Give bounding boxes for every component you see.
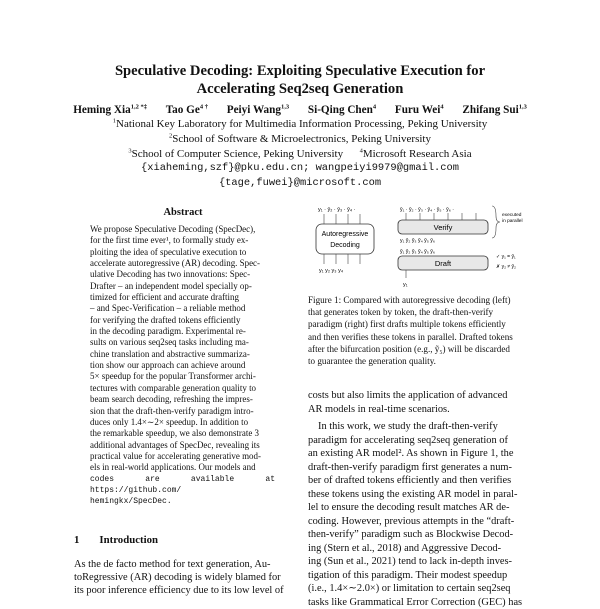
email-line-2: {tage,fuwei}@microsoft.com	[0, 176, 600, 191]
check-ok: ✓ y₁ = ỹ₁	[496, 254, 516, 260]
verify-output-tokens: ŷ₁ · ŷ₂ · ŷ₃ · ŷ₄ · ŷ₅ · ŷ₆ ·	[400, 207, 454, 213]
abstract-line: additional advantages of SpecDec, revealing its	[90, 440, 275, 451]
body-line: In this work, we study the draft-then-verify	[308, 420, 530, 434]
abstract-line: practical value for accelerating generative mod-	[90, 451, 275, 462]
body-line: ing (Stern et al., 2018) and Aggressive Decod-	[308, 542, 530, 556]
ar-label-line-2: Decoding	[330, 242, 360, 249]
parallel-label-line-1: executed	[502, 212, 522, 218]
abstract-line: codes are available at https://github.com/	[90, 474, 275, 497]
body-line: (i.e., 1.4×∼2.0×) or limitation to certain seq2seq	[308, 582, 530, 596]
abstract-line: chine translation and abstractive summariza-	[90, 349, 275, 360]
abstract-line: beam search decoding, refreshing the impres-	[90, 394, 275, 405]
abstract-line: tion show our approach can achieve around	[90, 360, 275, 371]
abstract-body	[90, 224, 275, 508]
author-list	[0, 104, 600, 116]
affiliation-1: $^1$National Key Laboratory for Multimedia Information Processing, Peking University	[0, 117, 600, 132]
abstract-line: tectures with comparable generation quality to	[90, 383, 275, 394]
abstract-line: the remarkable speedup, we also demonstrate 3	[90, 428, 275, 439]
abstract-line: for verifying the drafted tokens efficiently	[90, 315, 275, 326]
abstract-line: 5× speedup for the popular Transformer archi-	[90, 371, 275, 382]
autoregressive-decoding-block	[316, 207, 374, 274]
abstract-line: sion that the draft-then-verify paradigm intro-	[90, 406, 275, 417]
body-line: tigation of this paradigm. Their modest speedup	[308, 569, 530, 583]
verify-label: Verify	[434, 223, 453, 232]
ar-output-tokens: y₁ · ŷ₂ · ŷ₃ · ŷ₄ ·	[318, 207, 356, 213]
draft-output-tokens: ỹ₁ ỹ₂ ỹ₃ ỹ₄ ỹ₅ ỹ₆	[400, 249, 435, 255]
intro-body	[74, 558, 294, 598]
check-fail: ✗ y₂ ≠ ỹ₂	[496, 264, 516, 270]
body-line: then-verify” paradigm such as Blockwise Decod-	[308, 528, 530, 542]
abstract-line: ploiting the idea of speculative execution to	[90, 247, 275, 258]
author: Peiyi Wang$^{1,3}$	[227, 104, 289, 116]
paper-title	[0, 62, 600, 98]
draft-label: Draft	[435, 259, 452, 268]
body-line: coding. However, previous attempts in the “draft-	[308, 515, 530, 529]
abstract-line: – and Spec-Verification – a reliable method	[90, 303, 275, 314]
caption-line: after the bifurcation position (e.g., ỹ₅) will be discarded	[308, 343, 530, 355]
title-line-1: Speculative Decoding: Exploiting Speculative Execution for	[0, 62, 600, 80]
intro-line: As the de facto method for text generation, Au-	[74, 558, 294, 571]
abstract-line: accelerate autoregressive (AR) decoding. Spec-	[90, 258, 275, 269]
draft-block	[398, 249, 488, 288]
body-line: paradigm for accelerating seq2seq generation of	[308, 434, 530, 448]
author: Heming Xia$^{1,2 *\ddagger}$	[73, 104, 147, 116]
caption-line: and then verifies these tokens in parallel. Drafted tokens	[308, 331, 530, 343]
body-line: these tokens using the existing AR model in paral-	[308, 488, 530, 502]
abstract-line: We propose Speculative Decoding (SpecDec),	[90, 224, 275, 235]
right-column-continuation	[308, 389, 530, 416]
body-line: tasks like Grammatical Error Correction (GEC) has	[308, 596, 530, 609]
abstract-line: hemingkx/SpecDec.	[90, 496, 275, 507]
author: Si-Qing Chen$^4$	[308, 104, 376, 116]
abstract-heading: Abstract	[108, 207, 258, 218]
abstract-line: for the first time ever¹, to formally study ex-	[90, 235, 275, 246]
abstract-line: timized for efficient and accurate drafting	[90, 292, 275, 303]
abstract-line: Drafter – an independent model specially op-	[90, 281, 275, 292]
body-line: draft-then-verify paradigm first generates a num-	[308, 461, 530, 475]
body-line: an existing AR model². As shown in Figure 1, the	[308, 447, 530, 461]
caption-line: to guarantee the generation quality.	[308, 355, 530, 367]
author: Furu Wei$^4$	[395, 104, 444, 116]
right-column-paragraph	[308, 420, 530, 609]
abstract-line: ulative Decoding has two innovations: Spec-	[90, 269, 275, 280]
intro-line: toRegressive (AR) decoding is widely blamed for	[74, 571, 294, 584]
email-line-1: {xiaheming,szf}@pku.edu.cn; wangpeiyi9979@gmail.com	[0, 161, 600, 176]
verify-input-tokens: y₁ ỹ₂ ỹ₃ ỹ₄ ỹ₅ ỹ₆	[400, 238, 435, 244]
ar-input-tokens: y₁ y₂ y₃ y₄	[319, 268, 344, 274]
affiliation-2: $^2$School of Software & Microelectronics, Peking University	[0, 132, 600, 147]
abstract-line: sults on various seq2seq tasks including ma-	[90, 337, 275, 348]
caption-line: Figure 1: Compared with autoregressive decoding (left)	[308, 294, 530, 306]
author: Zhifang Sui$^{1,3}$	[462, 104, 526, 116]
parallel-brace	[492, 206, 500, 238]
figure-1-diagram	[310, 202, 525, 288]
body-line: ing (Sun et al., 2021) tend to lack in-depth inves-	[308, 555, 530, 569]
abstract-line: duces only 1.4×∼2× speedup. In addition to	[90, 417, 275, 428]
abstract-line: els in real-world applications. Our models and	[90, 462, 275, 473]
verify-block	[398, 207, 488, 244]
body-line: AR models in real-time scenarios.	[308, 403, 530, 417]
title-line-2: Accelerating Seq2seq Generation	[0, 80, 600, 98]
section-heading-introduction: 1 Introduction	[74, 534, 158, 546]
body-line: costs but also limits the application of advanced	[308, 389, 530, 403]
caption-line: that generates token by token, the draft-then-verify	[308, 306, 530, 318]
caption-line: paradigm (right) first drafts multiple tokens efficiently	[308, 318, 530, 330]
ar-label-line-1: Autoregressive	[322, 231, 369, 238]
parallel-label-line-2: in parallel	[502, 218, 523, 224]
figure-1-caption	[308, 294, 530, 367]
intro-line: its poor inference efficiency due to its low level of	[74, 584, 294, 597]
abstract-line: in the decoding paradigm. Experimental re-	[90, 326, 275, 337]
affiliation-3-4: $^3$School of Computer Science, Peking University $^4$Microsoft Research Asia	[0, 147, 600, 162]
body-line: ber of drafted tokens efficiently and then verifies	[308, 474, 530, 488]
draft-input-token: y₁	[403, 282, 408, 288]
author: Tao $Ge^{4 \dagger}$	[166, 104, 208, 116]
body-line: lel to ensure the decoding result matches AR de-	[308, 501, 530, 515]
